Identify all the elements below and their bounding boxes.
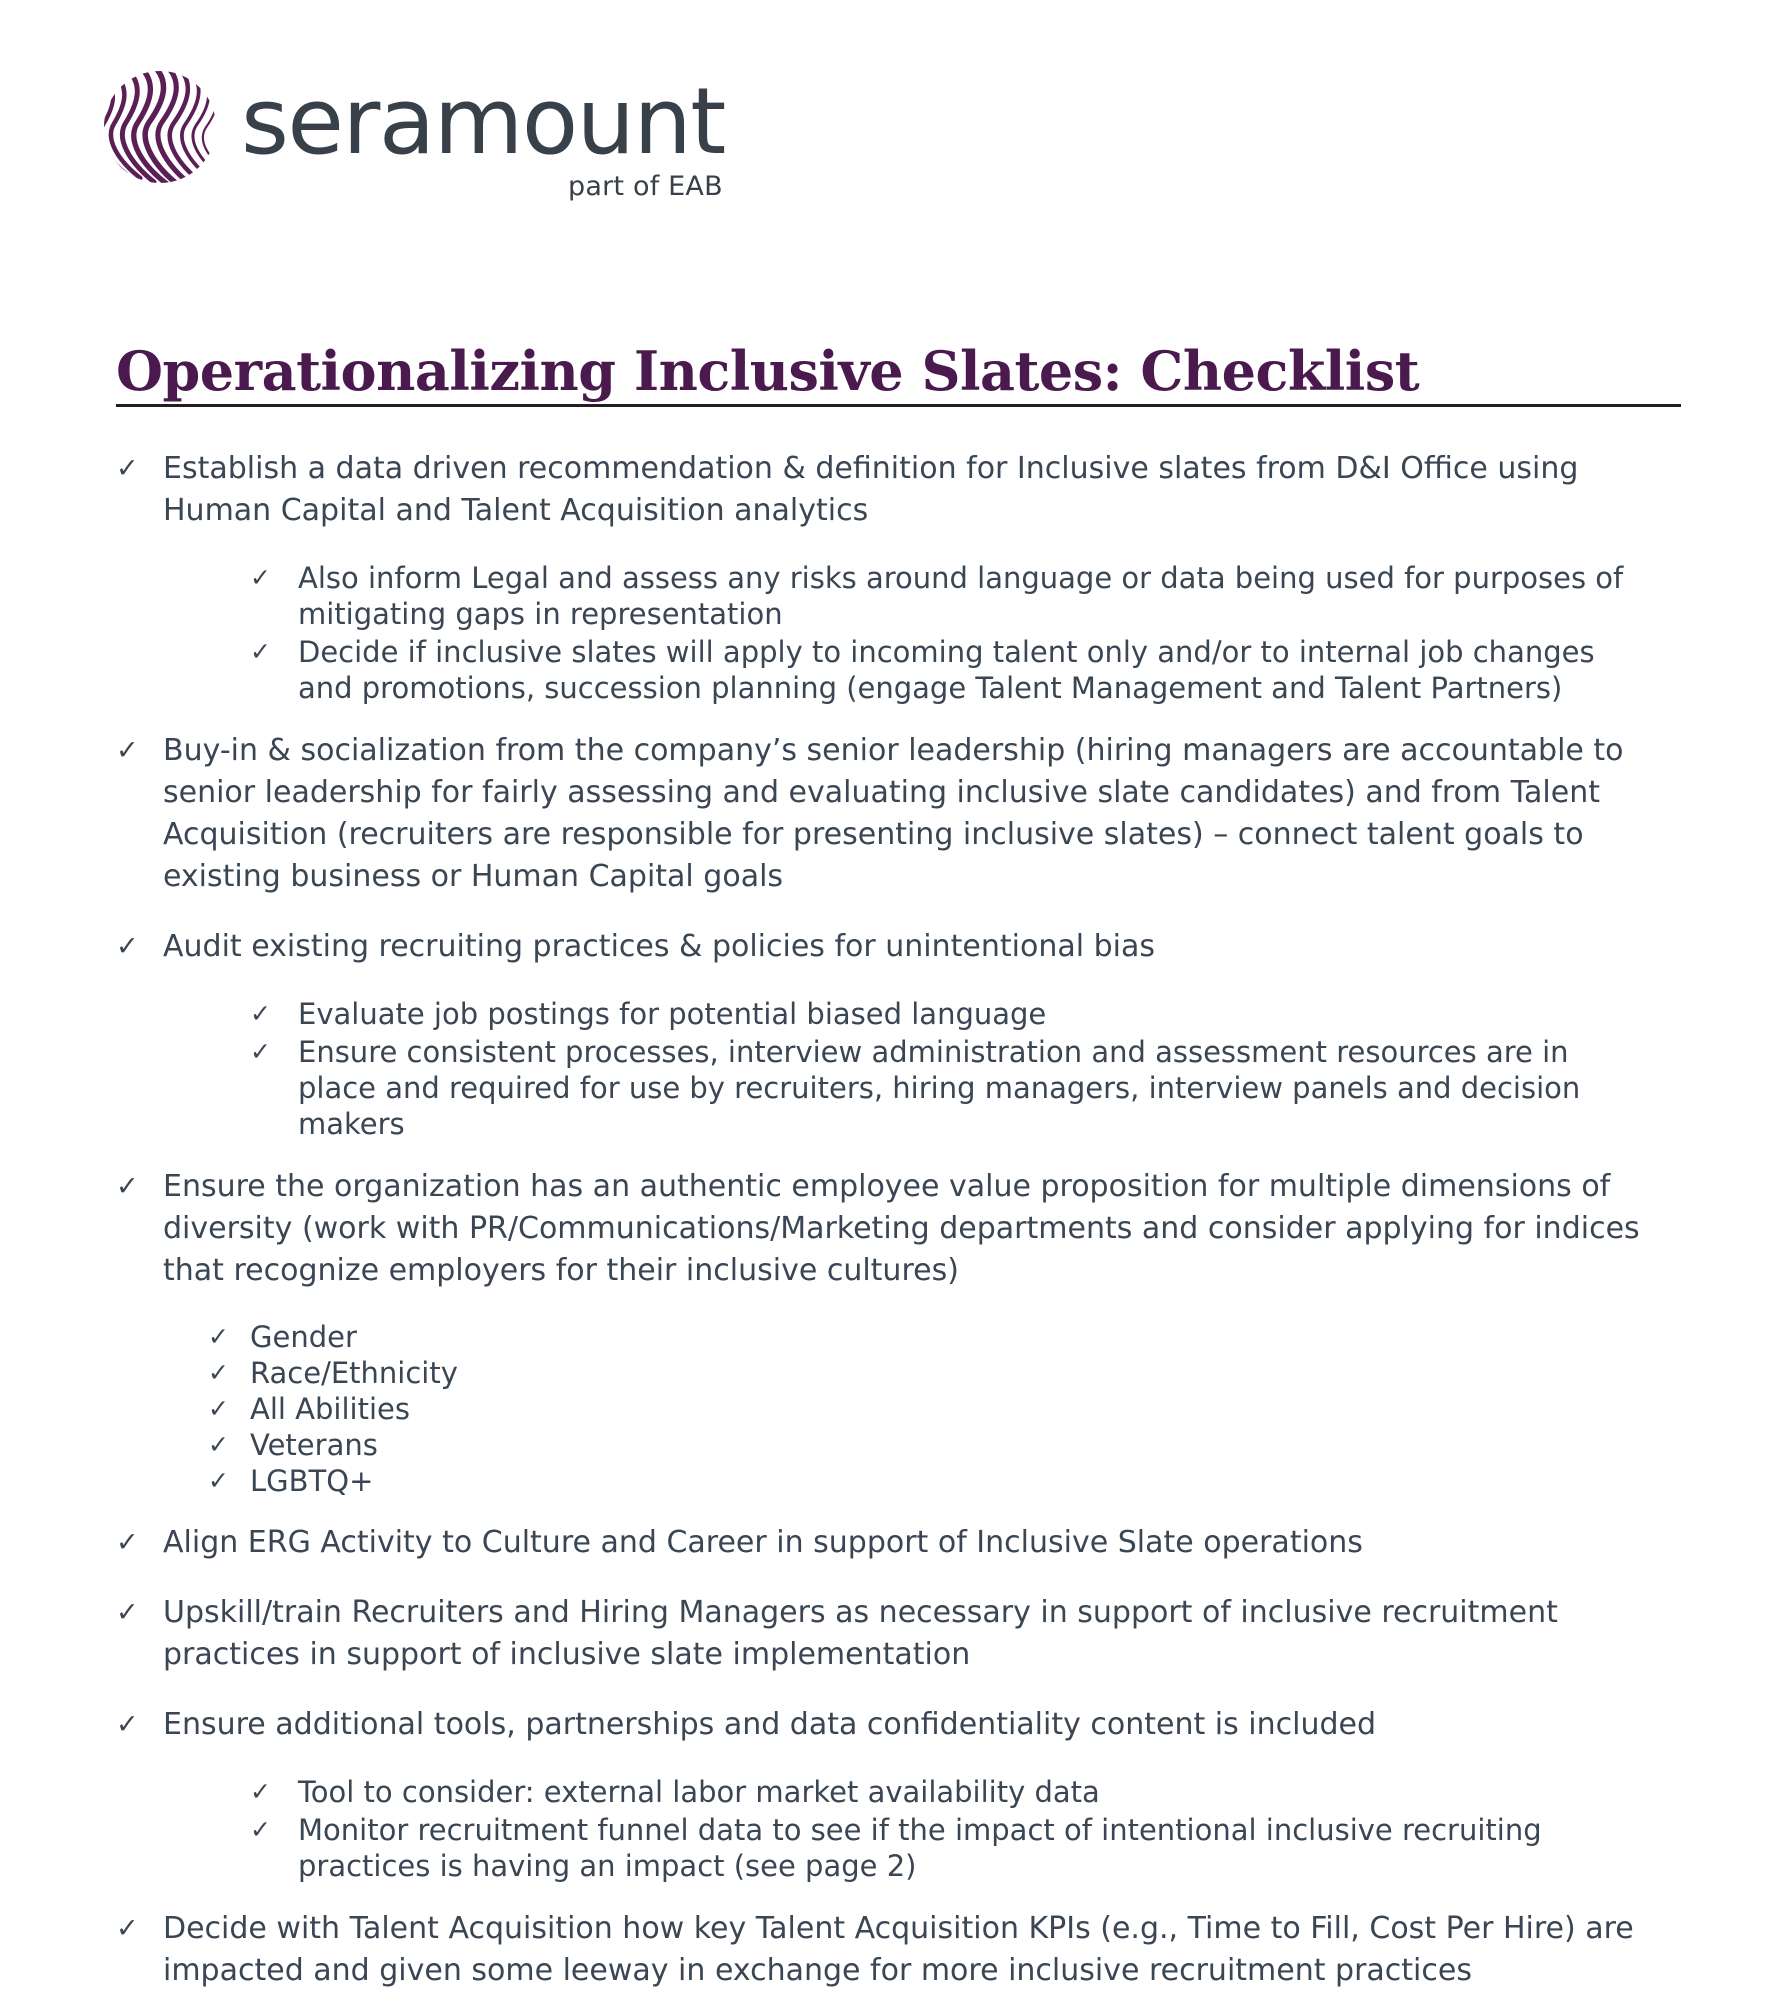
checklist-item-label: Ensure additional tools, partnerships and data confidentiality content is included xyxy=(163,1707,1377,1742)
checklist-subitem xyxy=(0,1812,1791,1884)
spacer xyxy=(0,1500,1791,1522)
checklist-item-label: Ensure the organization has an authentic employee value proposition for multiple dimensions of diversity (work with PR/Communications/Marketing departments and consider applying for indices that recognize employers for their inclusive cultures) xyxy=(163,1169,1640,1288)
checkmark-icon: ✓ xyxy=(250,637,271,666)
checklist-item xyxy=(0,1592,1791,1676)
brand-logo xyxy=(101,68,725,202)
checkmark-icon: ✓ xyxy=(116,1709,139,1740)
checklist-subitem xyxy=(0,634,1791,706)
spacer xyxy=(0,708,1791,730)
checkmark-icon: ✓ xyxy=(250,563,271,592)
checklist-subitem xyxy=(0,1774,1791,1810)
checklist-item xyxy=(0,1908,1791,1992)
checklist-sublist xyxy=(0,560,1791,706)
seramount-swirl-logo-icon xyxy=(101,68,219,186)
checkmark-icon: ✓ xyxy=(116,453,139,484)
checklist-item xyxy=(0,1522,1791,1564)
checklist-item xyxy=(0,730,1791,898)
checkmark-icon: ✓ xyxy=(208,1322,229,1351)
checklist-sublist xyxy=(0,1774,1791,1884)
spacer xyxy=(0,1886,1791,1908)
checkmark-icon: ✓ xyxy=(116,1527,139,1558)
brand-tagline: part of EAB xyxy=(568,171,723,203)
checkmark-icon: ✓ xyxy=(250,1815,271,1844)
checklist-subitem-label: Tool to consider: external labor market availability data xyxy=(298,1775,1100,1809)
checklist-subitem-label: LGBTQ+ xyxy=(250,1464,374,1498)
checklist-subitem xyxy=(0,1392,1791,1426)
spacer xyxy=(0,1144,1791,1166)
checklist-item-label: Upskill/train Recruiters and Hiring Managers as necessary in support of inclusive recruitment practices in support of inclusive slate implementation xyxy=(163,1595,1558,1672)
checkmark-icon: ✓ xyxy=(116,1597,139,1628)
checklist-subitem-label: Decide if inclusive slates will apply to incoming talent only and/or to internal job changes and promotions, succession planning (engage Talent Management and Talent Partners) xyxy=(298,635,1595,705)
checklist-subitem-label: Ensure consistent processes, interview administration and assessment resources are in place and required for use by recruiters, hiring managers, interview panels and decision makers xyxy=(298,1035,1581,1141)
checklist-body xyxy=(0,448,1791,1988)
checklist-subitem xyxy=(0,1034,1791,1142)
checklist-subitem-label: Veterans xyxy=(250,1428,378,1462)
brand-wordmark: seramount xyxy=(241,68,725,175)
checkmark-icon: ✓ xyxy=(116,1171,139,1202)
checklist-sublist xyxy=(0,1320,1791,1498)
checklist-subitem xyxy=(0,1464,1791,1498)
title-divider xyxy=(116,404,1681,407)
checkmark-icon: ✓ xyxy=(250,1037,271,1066)
checklist-subitem xyxy=(0,1428,1791,1462)
checklist-item-label: Align ERG Activity to Culture and Career in support of Inclusive Slate operations xyxy=(163,1525,1363,1560)
checklist-item-label: Establish a data driven recommendation & definition for Inclusive slates from D&I Office using Human Capital and Talent Acquisition analytics xyxy=(163,451,1579,528)
checklist-subitem-label: Also inform Legal and assess any risks around language or data being used for purposes of mitigating gaps in representation xyxy=(298,561,1624,631)
checkmark-icon: ✓ xyxy=(250,1777,271,1806)
checkmark-icon: ✓ xyxy=(250,999,271,1028)
checklist-subitem-label: Evaluate job postings for potential biased language xyxy=(298,997,1047,1031)
checklist-subitem-label: Race/Ethnicity xyxy=(250,1356,458,1390)
checkmark-icon: ✓ xyxy=(116,1913,139,1944)
checklist-subitem xyxy=(0,996,1791,1032)
checklist-subitem-label: Gender xyxy=(250,1320,357,1354)
checklist-item xyxy=(0,926,1791,968)
checklist-item-label: Audit existing recruiting practices & policies for unintentional bias xyxy=(163,929,1155,964)
checkmark-icon: ✓ xyxy=(208,1430,229,1459)
checkmark-icon: ✓ xyxy=(116,735,139,766)
checklist-subitem-label: Monitor recruitment funnel data to see if the impact of intentional inclusive recruiting practices is having an impact (see page 2) xyxy=(298,1813,1542,1883)
checklist-item-label: Buy-in & socialization from the company’s senior leadership (hiring managers are accountable to senior leadership for fairly assessing and evaluating inclusive slate candidates) and from Talent Acquisition (recruiters are responsible for presenting inclusive slates) – connect talent goals to existing business or Human Capital goals xyxy=(163,733,1624,894)
page-title: Operationalizing Inclusive Slates: Checklist xyxy=(116,339,1420,404)
checklist-subitem xyxy=(0,1320,1791,1354)
checklist-subitem xyxy=(0,560,1791,632)
checklist-item xyxy=(0,1166,1791,1292)
checkmark-icon: ✓ xyxy=(208,1358,229,1387)
checkmark-icon: ✓ xyxy=(116,931,139,962)
checklist-subitem xyxy=(0,1356,1791,1390)
checkmark-icon: ✓ xyxy=(208,1466,229,1495)
checklist-item-label: Decide with Talent Acquisition how key Talent Acquisition KPIs (e.g., Time to Fill, Cost Per Hire) are impacted and given some leeway in exchange for more inclusive recruitment practices xyxy=(163,1911,1634,1988)
checklist-subitem-label: All Abilities xyxy=(250,1392,410,1426)
checklist-item xyxy=(0,448,1791,532)
checklist-sublist xyxy=(0,996,1791,1142)
checkmark-icon: ✓ xyxy=(208,1394,229,1423)
checklist-item xyxy=(0,1704,1791,1746)
